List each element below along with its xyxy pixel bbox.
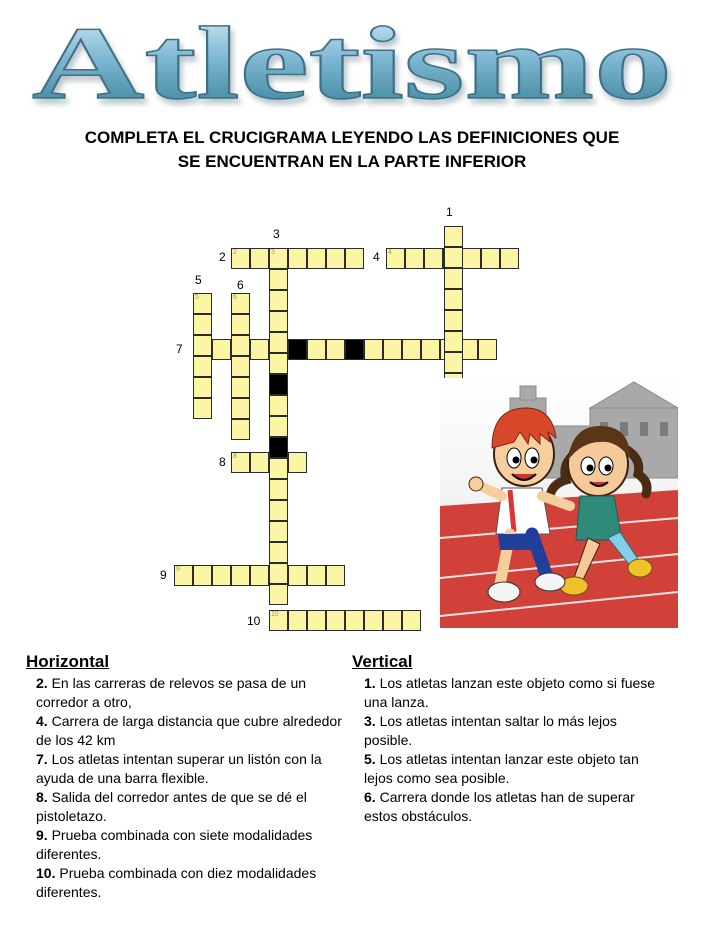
- crossword-cell[interactable]: [269, 610, 288, 631]
- instructions-line-2: SE ENCUENTRAN EN LA PARTE INFERIOR: [177, 152, 527, 171]
- horizontal-clue: [36, 826, 344, 864]
- vertical-clue: [364, 788, 662, 826]
- crossword-cell[interactable]: [326, 565, 345, 586]
- clue-number-label: 6: [237, 278, 244, 292]
- crossword-cell[interactable]: [269, 479, 288, 500]
- crossword-cell[interactable]: [193, 335, 212, 356]
- clue-text: Los atletas intentan lanzar este objeto tan lejos como sea posible.: [364, 751, 639, 786]
- crossword-cell[interactable]: [193, 293, 212, 314]
- crossword-cell[interactable]: [212, 565, 231, 586]
- crossword-cell[interactable]: [269, 290, 288, 311]
- horizontal-clue: [36, 674, 344, 712]
- crossword-cell[interactable]: [444, 310, 463, 331]
- clue-number: 7.: [36, 751, 48, 767]
- clue-number: 6.: [364, 789, 376, 805]
- crossword-cell[interactable]: [444, 247, 463, 268]
- clue-number-label: 1: [446, 205, 453, 219]
- crossword-blocked-cell: [288, 339, 307, 360]
- clue-text: Los atletas intentan superar un listón con la ayuda de una barra flexible.: [36, 751, 322, 786]
- crossword-cell[interactable]: [231, 398, 250, 419]
- crossword-cell[interactable]: [231, 419, 250, 440]
- clue-number: 4.: [36, 713, 48, 729]
- crossword-cell[interactable]: [444, 268, 463, 289]
- crossword-cell[interactable]: [307, 565, 326, 586]
- crossword-cell[interactable]: [405, 248, 424, 269]
- crossword-cell[interactable]: [345, 248, 364, 269]
- crossword-blocked-cell: [269, 437, 288, 458]
- clue-text: Prueba combinada con diez modalidades diferentes.: [36, 865, 317, 900]
- crossword-cell[interactable]: [231, 452, 250, 473]
- crossword-cell[interactable]: [231, 565, 250, 586]
- crossword-cell[interactable]: [326, 610, 345, 631]
- horizontal-clue: [36, 712, 344, 750]
- horizontal-clues: [26, 652, 344, 902]
- crossword-cell[interactable]: [250, 248, 269, 269]
- crossword-cell[interactable]: [231, 248, 250, 269]
- crossword-cell[interactable]: [269, 542, 288, 563]
- crossword-blocked-cell: [269, 374, 288, 395]
- crossword-cell[interactable]: [500, 248, 519, 269]
- crossword-cell[interactable]: [231, 293, 250, 314]
- crossword-cell[interactable]: [288, 248, 307, 269]
- crossword-cell[interactable]: [288, 452, 307, 473]
- clue-text: Los atletas intentan saltar lo más lejos posible.: [364, 713, 617, 748]
- crossword-cell[interactable]: [193, 356, 212, 377]
- clue-number-label: 3: [273, 227, 280, 241]
- crossword-cell[interactable]: [269, 332, 288, 353]
- cell-number: 6: [233, 294, 237, 301]
- crossword-cell[interactable]: [444, 289, 463, 310]
- clue-number: 2.: [36, 675, 48, 691]
- crossword-cell[interactable]: [269, 563, 288, 584]
- vertical-clue: [364, 750, 662, 788]
- crossword-cell[interactable]: [481, 248, 500, 269]
- crossword-cell[interactable]: [269, 269, 288, 290]
- crossword-cell[interactable]: [444, 226, 463, 247]
- cell-number: 9: [176, 566, 180, 573]
- crossword-cell[interactable]: [383, 610, 402, 631]
- clue-number-label: 4: [373, 250, 380, 264]
- crossword-cell[interactable]: [444, 331, 463, 352]
- crossword-cell[interactable]: [364, 610, 383, 631]
- crossword-cell[interactable]: [421, 339, 440, 360]
- cell-number: 8: [233, 453, 237, 460]
- crossword-cell[interactable]: [307, 339, 326, 360]
- crossword-cell[interactable]: [478, 339, 497, 360]
- clue-number: 1.: [364, 675, 376, 691]
- vertical-clues: [352, 652, 662, 826]
- crossword-cell[interactable]: [269, 521, 288, 542]
- crossword-cell[interactable]: [231, 314, 250, 335]
- crossword-cell[interactable]: [174, 565, 193, 586]
- crossword-cell[interactable]: [269, 248, 288, 269]
- clue-number-label: 2: [219, 250, 226, 264]
- crossword-cell[interactable]: [424, 248, 443, 269]
- vertical-clue: [364, 674, 662, 712]
- crossword-cell[interactable]: [193, 314, 212, 335]
- clue-number-label: 9: [160, 568, 167, 582]
- crossword-cell[interactable]: [231, 356, 250, 377]
- crossword-cell[interactable]: [364, 339, 383, 360]
- clue-number: 10.: [36, 865, 56, 881]
- running-kids-illustration: [440, 378, 678, 628]
- crossword-cell[interactable]: [212, 339, 231, 360]
- crossword-cell[interactable]: [250, 339, 269, 360]
- clue-number-label: 10: [247, 614, 261, 628]
- crossword-cell[interactable]: [386, 248, 405, 269]
- crossword-cell[interactable]: [462, 248, 481, 269]
- clue-number-label: 8: [219, 455, 226, 469]
- clue-number-label: 7: [176, 342, 183, 356]
- clue-text: Prueba combinada con siete modalidades diferentes.: [36, 827, 313, 862]
- clue-text: Carrera de larga distancia que cubre alrededor de los 42 km: [36, 713, 342, 748]
- crossword-cell[interactable]: [193, 565, 212, 586]
- crossword-cell[interactable]: [307, 610, 326, 631]
- clue-number: 3.: [364, 713, 376, 729]
- crossword-cell[interactable]: [250, 452, 269, 473]
- clue-text: En las carreras de relevos se pasa de un corredor a otro,: [36, 675, 307, 710]
- crossword-cell[interactable]: [288, 565, 307, 586]
- crossword-cell[interactable]: [269, 311, 288, 332]
- cell-number: 2: [233, 249, 237, 256]
- crossword-cell[interactable]: [326, 248, 345, 269]
- vertical-clue: [364, 712, 662, 750]
- crossword-cell[interactable]: [193, 398, 212, 419]
- cell-number: 3: [271, 249, 275, 256]
- clue-number: 8.: [36, 789, 48, 805]
- crossword-cell[interactable]: [231, 335, 250, 356]
- crossword-cell[interactable]: [269, 395, 288, 416]
- crossword-cell[interactable]: [307, 248, 326, 269]
- crossword-cell[interactable]: [269, 416, 288, 437]
- crossword-cell[interactable]: [444, 352, 463, 373]
- crossword-cell[interactable]: [193, 377, 212, 398]
- crossword-blocked-cell: [345, 339, 364, 360]
- crossword-cell[interactable]: [402, 610, 421, 631]
- crossword-cell[interactable]: [288, 610, 307, 631]
- crossword-cell[interactable]: [269, 353, 288, 374]
- crossword-cell[interactable]: [269, 500, 288, 521]
- clue-number: 9.: [36, 827, 48, 843]
- crossword-cell[interactable]: [269, 458, 288, 479]
- instructions-line-1: COMPLETA EL CRUCIGRAMA LEYENDO LAS DEFINICIONES QUE: [84, 128, 620, 147]
- clue-number-label: 5: [195, 273, 202, 287]
- crossword-cell[interactable]: [345, 610, 364, 631]
- clue-text: Carrera donde los atletas han de superar estos obstáculos.: [364, 789, 635, 824]
- crossword-cell[interactable]: [231, 377, 250, 398]
- cell-number: 10: [271, 611, 279, 618]
- vertical-heading: Vertical: [352, 652, 413, 671]
- crossword-cell[interactable]: [383, 339, 402, 360]
- clue-text: Los atletas lanzan este objeto como si fuese una lanza.: [364, 675, 656, 710]
- crossword-cell[interactable]: [269, 584, 288, 605]
- crossword-cell[interactable]: [402, 339, 421, 360]
- crossword-cell[interactable]: [250, 565, 269, 586]
- cell-number: 4: [388, 249, 392, 256]
- cell-number: 5: [195, 294, 199, 301]
- horizontal-clue: [36, 864, 344, 902]
- horizontal-heading: Horizontal: [26, 652, 110, 671]
- clue-number: 5.: [364, 751, 376, 767]
- clue-text: Salida del corredor antes de que se dé el pistoletazo.: [36, 789, 307, 824]
- crossword-cell[interactable]: [326, 339, 345, 360]
- horizontal-clue: [36, 750, 344, 788]
- logo-text: Atletismo: [32, 6, 672, 120]
- horizontal-clue: [36, 788, 344, 826]
